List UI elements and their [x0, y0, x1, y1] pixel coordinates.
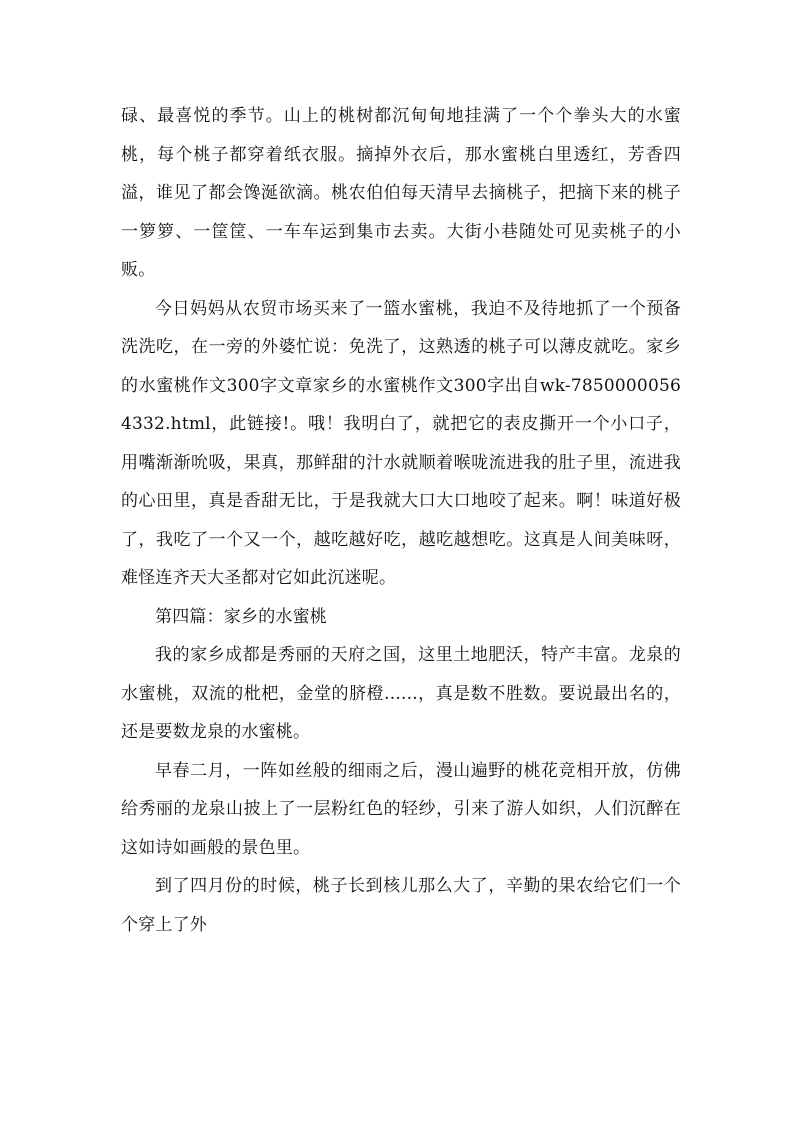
- paragraph: 碌、最喜悦的季节。山上的桃树都沉甸甸地挂满了一个个拳头大的水蜜桃，每个桃子都穿着纸衣服。摘掉外衣后，那水蜜桃白里透红，芳香四溢，谁见了都会馋涎欲滴。桃农伯伯每天清早去摘桃子，把摘下来的桃子一箩箩、一筐筐、一车车运到集市去卖。大街小巷随处可见卖桃子的小贩。: [121, 106, 681, 280]
- paragraph: 我的家乡成都是秀丽的天府之国，这里土地肥沃，特产丰富。龙泉的水蜜桃，双流的枇杷，金堂的脐橙......，真是数不胜数。要说最出名的，还是要数龙泉的水蜜桃。: [121, 645, 681, 742]
- section-heading: 第四篇：家乡的水蜜桃: [155, 606, 327, 627]
- document-body: [121, 97, 681, 944]
- paragraph: 到了四月份的时候，桃子长到核儿那么大了，辛勤的果农给它们一个个穿上了外: [121, 876, 681, 935]
- paragraph: 今日妈妈从农贸市场买来了一篮水蜜桃，我迫不及待地抓了一个预备洗洗吃，在一旁的外婆忙说：免洗了，这熟透的桃子可以薄皮就吃。家乡的水蜜桃作文300字文章家乡的水蜜桃作文300字出自wk-78500000564332.html，此链接!。哦！我明白了，就把它的表皮撕开一个小口子，用嘴渐渐吮吸，果真，那鲜甜的汁水就顺着喉咙流进我的肚子里，流进我的心田里，真是香甜无比，于是我就大口大口地咬了起来。啊！味道好极了，我吃了一个又一个，越吃越好吃，越吃越想吃。这真是人间美味呀，难怪连齐天大圣都对它如此沉迷呢。: [121, 298, 681, 588]
- paragraph: 早春二月，一阵如丝般的细雨之后，漫山遍野的桃花竞相开放，仿佛给秀丽的龙泉山披上了一层粉红色的轻纱，引来了游人如织，人们沉醉在这如诗如画般的景色里。: [121, 760, 681, 858]
